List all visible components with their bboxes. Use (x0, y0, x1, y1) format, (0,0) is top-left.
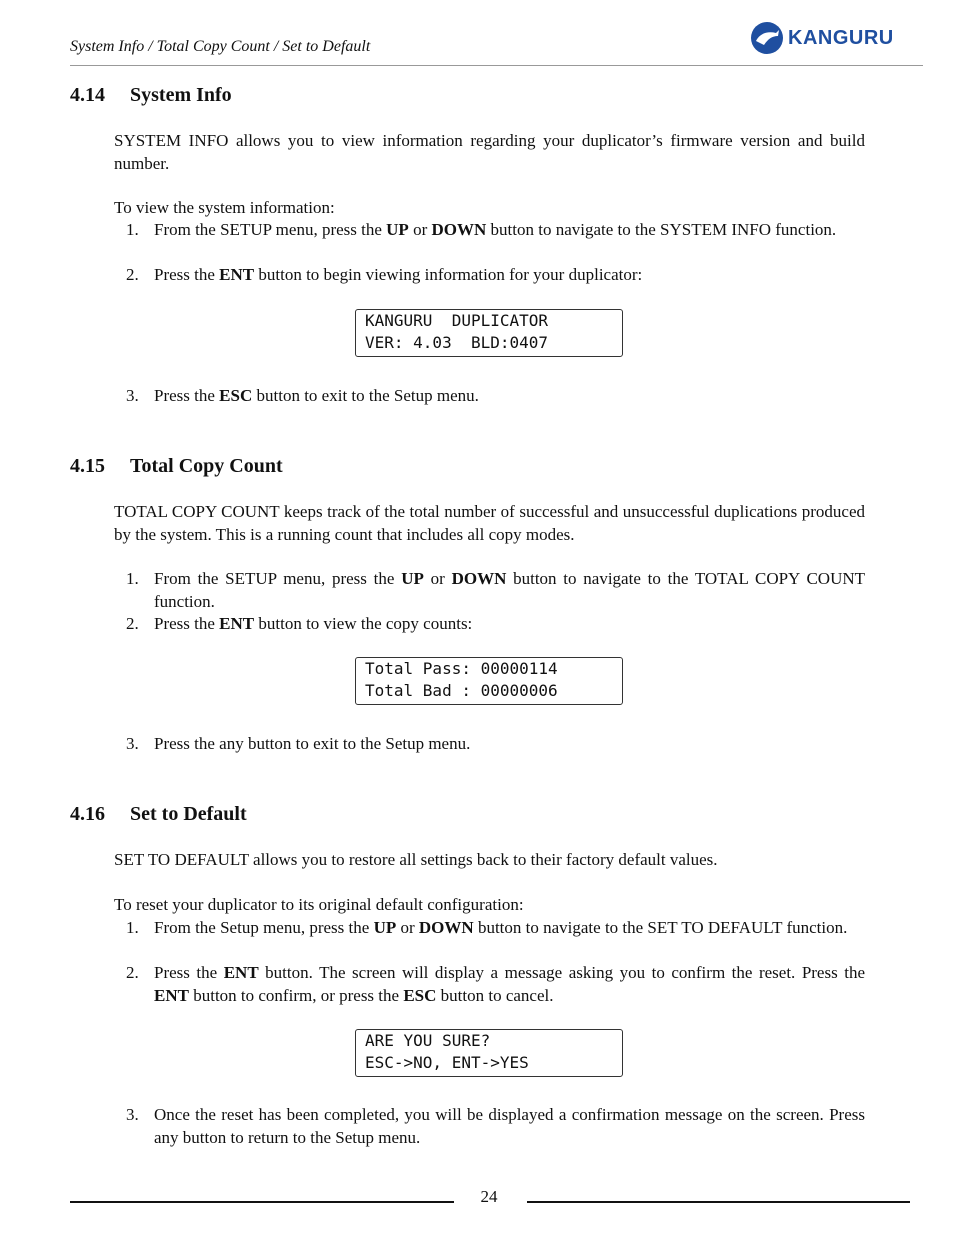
page-number: 24 (480, 1187, 498, 1206)
footer-divider-left (70, 1201, 454, 1203)
list-item: 3. Once the reset has been completed, you will be displayed a confirmation message on the screen. Press any button to return to the Setup menu. (126, 1105, 865, 1147)
logo-wordmark: KANGURU (788, 26, 894, 49)
list-item: 1. From the Setup menu, press the UP or DOWN button to navigate to the SET TO DEFAULT function. (126, 918, 848, 937)
paragraph: TOTAL COPY COUNT keeps track of the total number of successful and unsuccessful duplications produced by the system. This is a running count that includes all copy modes. (114, 502, 865, 544)
list-item: 1. From the SETUP menu, press the UP or DOWN button to navigate to the SYSTEM INFO function. (126, 220, 837, 239)
footer-divider-right (527, 1201, 910, 1203)
kangaroo-icon (750, 21, 784, 55)
running-header: System Info / Total Copy Count / Set to Default (70, 38, 371, 55)
lcd-display: ARE YOU SURE? ESC->NO, ENT->YES (355, 1029, 623, 1077)
lcd-display: KANGURU DUPLICATOR VER: 4.03 BLD:0407 (355, 309, 623, 357)
list-item: 2. Press the ENT button to begin viewing information for your duplicator: (126, 265, 643, 284)
section-heading-system-info: 4.14 System Info (70, 84, 232, 106)
paragraph: SYSTEM INFO allows you to view information regarding your duplicator’s firmware version and build number. (114, 131, 865, 173)
lcd-display: Total Pass: 00000114 Total Bad : 00000006 (355, 657, 623, 705)
list-item: 2. Press the ENT button. The screen will display a message asking you to confirm the reset. Press the ENT button to confirm, or press the ESC button to cancel. (126, 963, 865, 1005)
section-heading-total-copy-count: 4.15 Total Copy Count (70, 455, 283, 477)
list-item: 1. From the SETUP menu, press the UP or DOWN button to navigate to the TOTAL COPY COUNT function. (126, 569, 866, 611)
kanguru-logo (750, 20, 912, 56)
list-item: 2. Press the ENT button to view the copy counts: (126, 614, 473, 633)
list-item: 3. Press the ESC button to exit to the Setup menu. (126, 386, 479, 405)
list-item: 3. Press the any button to exit to the Setup menu. (126, 734, 471, 753)
paragraph: SET TO DEFAULT allows you to restore all settings back to their factory default values. (114, 850, 718, 869)
section-heading-set-to-default: 4.16 Set to Default (70, 803, 247, 825)
paragraph: To view the system information: (114, 198, 335, 217)
header-divider (70, 65, 923, 66)
paragraph: To reset your duplicator to its original default configuration: (114, 895, 524, 914)
